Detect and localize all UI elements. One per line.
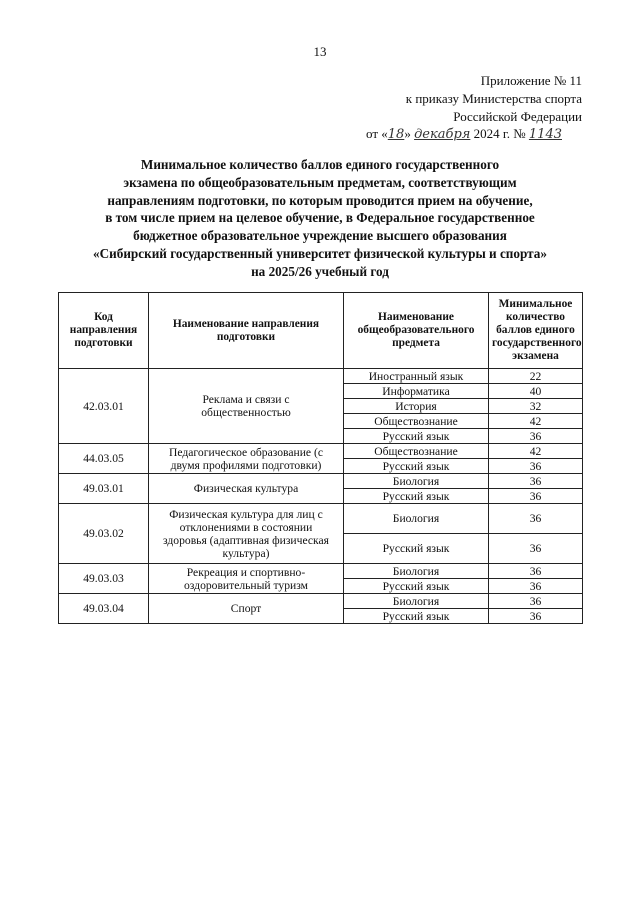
subject-cell: Русский язык <box>344 429 489 444</box>
scores-table <box>58 292 583 624</box>
direction-name: Физическая культура <box>149 474 344 504</box>
table-row <box>59 504 583 534</box>
table-row <box>59 444 583 459</box>
table-row <box>59 594 583 609</box>
subject-cell: Иностранный язык <box>344 369 489 384</box>
header-min-score: Минимальное количество баллов единого государственного экзамена <box>489 293 583 369</box>
subject-cell: Биология <box>344 594 489 609</box>
title-line: направлениям подготовки, по которым проводится прием на обучение, <box>107 192 533 208</box>
score-cell: 36 <box>489 594 583 609</box>
order-prefix: от « <box>366 126 388 141</box>
score-cell: 32 <box>489 399 583 414</box>
direction-name: Спорт <box>149 594 344 624</box>
subject-cell: Русский язык <box>344 534 489 564</box>
title-line: в том числе прием на целевое обучение, в Федеральное государственное <box>105 210 535 226</box>
direction-code: 42.03.01 <box>59 369 149 444</box>
score-cell: 36 <box>489 489 583 504</box>
score-cell: 40 <box>489 384 583 399</box>
direction-code: 49.03.01 <box>59 474 149 504</box>
table-row <box>59 369 583 384</box>
subject-cell: Биология <box>344 474 489 489</box>
title-line: на 2025/26 учебный год <box>251 263 389 279</box>
table-row <box>59 474 583 489</box>
score-cell: 22 <box>489 369 583 384</box>
order-mid: » <box>404 126 415 141</box>
direction-code: 49.03.04 <box>59 594 149 624</box>
direction-name: Рекреация и спортивно-оздоровительный туризм <box>149 564 344 594</box>
title-line: Минимальное количество баллов единого государственного <box>140 157 500 172</box>
header-code: Код направления подготовки <box>59 293 149 369</box>
order-date-line <box>366 126 626 142</box>
order-day: 18 <box>387 127 405 142</box>
direction-name: Физическая культура для лиц с отклонениями в состоянии здоровья (адаптивная физическая культура) <box>149 504 344 564</box>
page-number: 13 <box>313 44 327 59</box>
direction-code: 49.03.02 <box>59 504 149 564</box>
table-header-row <box>59 293 583 369</box>
title-line: бюджетное образовательное учреждение высшего образования <box>133 228 507 244</box>
table-row <box>59 564 583 579</box>
score-cell: 36 <box>489 474 583 489</box>
subject-cell: Биология <box>344 564 489 579</box>
subject-cell: Русский язык <box>344 579 489 594</box>
subject-cell: История <box>344 399 489 414</box>
score-cell: 36 <box>489 459 583 474</box>
score-cell: 36 <box>489 534 583 564</box>
title-line: «Сибирский государственный университет физической культуры и спорта» <box>93 245 547 261</box>
direction-code: 49.03.03 <box>59 564 149 594</box>
score-cell: 36 <box>489 564 583 579</box>
subject-cell: Обществознание <box>344 414 489 429</box>
appendix-block <box>322 72 582 126</box>
title-line: экзамена по общеобразовательным предметам, соответствующим <box>123 174 517 190</box>
direction-name: Педагогическое образование (с двумя профилями подготовки) <box>149 444 344 474</box>
appendix-title: Приложение № 11 <box>480 73 582 88</box>
header-direction-name: Наименование направления подготовки <box>149 293 344 369</box>
subject-cell: Биология <box>344 504 489 534</box>
subject-cell: Русский язык <box>344 609 489 624</box>
score-cell: 36 <box>489 609 583 624</box>
score-cell: 42 <box>489 414 583 429</box>
header-subject: Наименование общеобразовательного предмета <box>344 293 489 369</box>
subject-cell: Обществознание <box>344 444 489 459</box>
direction-name: Реклама и связи с общественностью <box>149 369 344 444</box>
subject-cell: Русский язык <box>344 459 489 474</box>
score-cell: 36 <box>489 429 583 444</box>
order-number: 1143 <box>528 127 562 142</box>
appendix-ministry: Российской Федерации <box>453 109 582 124</box>
subject-cell: Русский язык <box>344 489 489 504</box>
score-cell: 36 <box>489 504 583 534</box>
score-cell: 42 <box>489 444 583 459</box>
score-cell: 36 <box>489 579 583 594</box>
appendix-order-ref: к приказу Министерства спорта <box>405 91 582 106</box>
subject-cell: Информатика <box>344 384 489 399</box>
document-title <box>60 156 580 281</box>
order-month: декабря <box>414 127 471 142</box>
order-year: 2024 г. № <box>470 126 529 141</box>
direction-code: 44.03.05 <box>59 444 149 474</box>
